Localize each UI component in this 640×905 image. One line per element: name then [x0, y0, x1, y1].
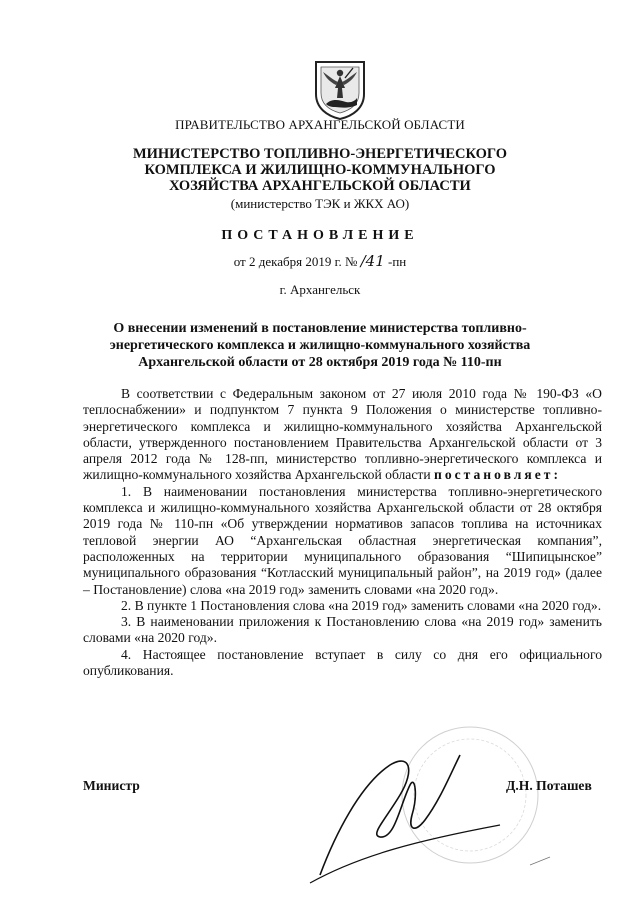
- ministry-title-line: КОМПЛЕКСА И ЖИЛИЩНО-КОММУНАЛЬНОГО: [144, 162, 496, 178]
- decree-city: г. Архангельск: [279, 282, 361, 297]
- decree-body: [83, 386, 602, 679]
- decree-title: ПОСТАНОВЛЕНИЕ: [221, 228, 419, 243]
- government-title: ПРАВИТЕЛЬСТВО АРХАНГЕЛЬСКОЙ ОБЛАСТИ: [175, 117, 465, 132]
- subject-line: энергетического комплекса и жилищно-коммунального хозяйства: [109, 338, 531, 353]
- decree-item: 3. В наименовании приложения к Постановлению слова «на 2019 год» заменить словами «на 2020 год».: [83, 614, 602, 646]
- preamble-text: В соответствии с Федеральным законом от 27 июля 2010 года № 190-ФЗ «О теплоснабжении» и подпунктом 7 пункта 9 Положения о министерстве топливно-энергетического комплекса и жилищно-коммунального хозяйства Архангельской области, утвержденного постановлением Правительства Архангельской области от 3 апреля 2012 года № 128-пп, министерство топливно-энергетического комплекса и жилищно-коммунального хозяйства Архангельской области: [83, 386, 602, 483]
- subject-line: Архангельской области от 28 октября 2019 года № 110-пн: [138, 355, 502, 370]
- decides-keyword: постановляет:: [434, 467, 561, 483]
- decree-number-suffix: -пн: [388, 254, 407, 269]
- decree-item: 4. Настоящее постановление вступает в силу со дня его официального опубликования.: [83, 646, 602, 679]
- ministry-title-line: МИНИСТЕРСТВО ТОПЛИВНО-ЭНЕРГЕТИЧЕСКОГО: [132, 146, 508, 162]
- subject-line: О внесении изменений в постановление министерства топливно-: [113, 321, 527, 336]
- preamble-paragraph: [83, 386, 602, 484]
- ministry-abbreviation: (министерство ТЭК и ЖКХ АО): [230, 196, 410, 211]
- decree-item: 2. В пункте 1 Постановления слова «на 2019 год» заменить словами «на 2020 год».: [121, 597, 602, 613]
- ministry-title-line: ХОЗЯЙСТВА АРХАНГЕЛЬСКОЙ ОБЛАСТИ: [169, 178, 471, 194]
- decree-number-handwritten: /41: [360, 252, 385, 270]
- decree-date: от 2 декабря 2019 г. №: [233, 254, 358, 269]
- decree-subject: [0, 320, 640, 371]
- signature-and-seal: [300, 725, 600, 900]
- decree-date-line: [0, 252, 640, 270]
- signatory-position: Министр: [83, 778, 140, 793]
- ministry-title: [0, 146, 640, 194]
- decree-item: 1. В наименовании постановления министерства топливно-энергетического комплекса и жилищно-коммунального хозяйства Архангельской области от 28 октября 2019 года № 110-пн «Об утверждении нормативов запасов топлива на источниках тепловой энергии АО “Архангельская областная энергетическая компания”, расположенных на территории муниципального образования “Шипицынское” муниципального образования “Котласский муниципальный район”, на 2019 год» (далее – Постановление) слова «на 2019 год» заменить словами «на 2020 год».: [83, 483, 602, 597]
- signatory-name: Д.Н. Поташев: [506, 778, 592, 793]
- coat-of-arms-icon: [313, 58, 367, 120]
